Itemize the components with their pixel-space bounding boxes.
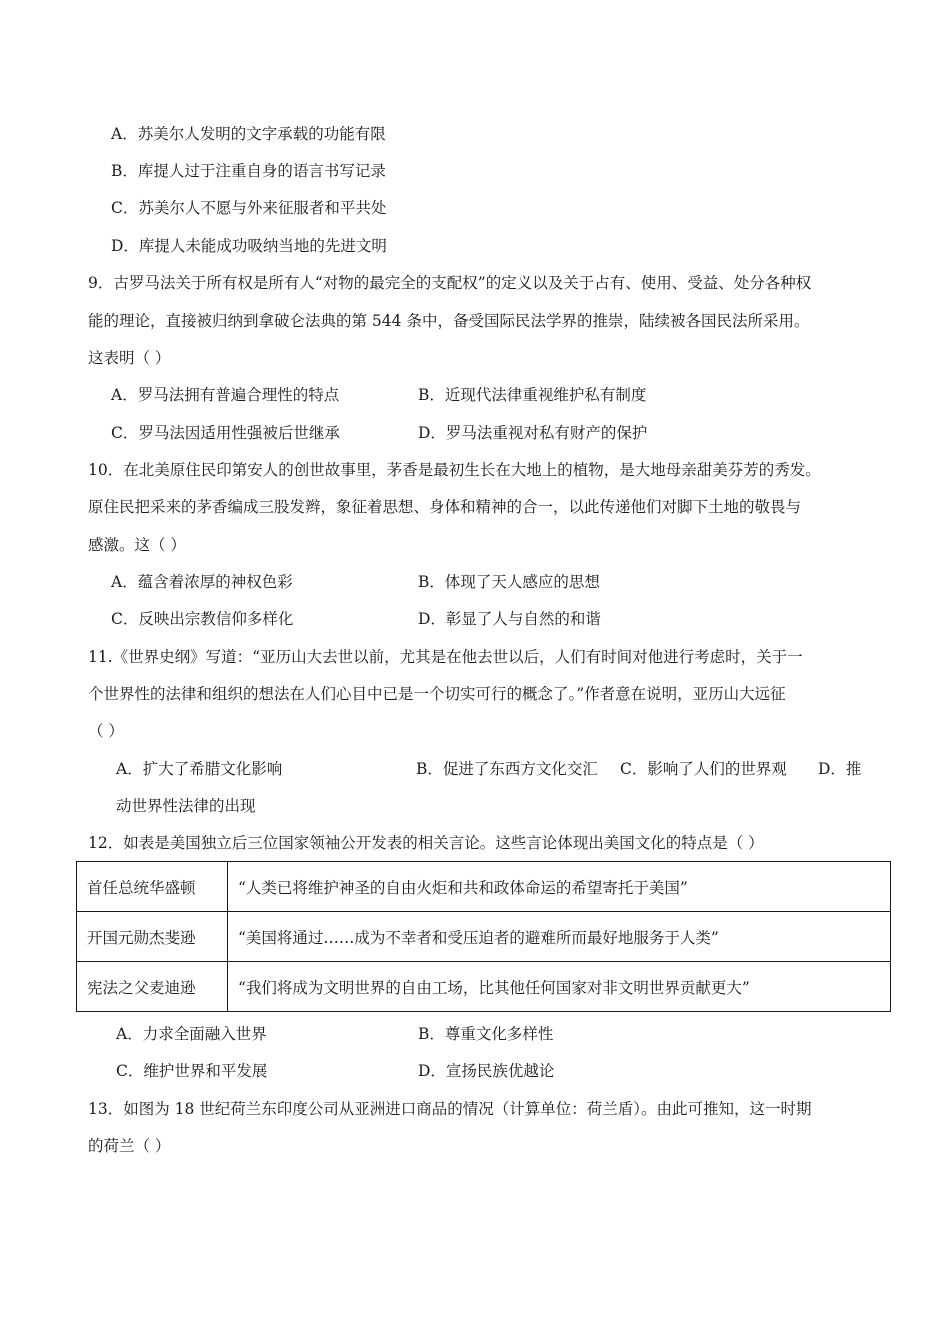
q8-option-c: C．苏美尔人不愿与外来征服者和平共处	[111, 199, 387, 217]
q9-option-a: A．罗马法拥有普遍合理性的特点	[111, 386, 340, 404]
q9-stem-line-1: 9．古罗马法关于所有权是所有人“对物的最完全的支配权”的定义以及关于占有、使用、受益、处分各种权	[88, 274, 812, 292]
q12-option-a: A．力求全面融入世界	[116, 1025, 267, 1043]
q11-option-a: A．扩大了希腊文化影响	[116, 760, 283, 778]
q8-option-b: B．库提人过于注重自身的语言书写记录	[111, 162, 386, 180]
q10-stem-line-1: 10．在北美原住民印第安人的创世故事里，茅香是最初生长在大地上的植物，是大地母亲甜美芬芳的秀发。	[88, 461, 821, 479]
q9-option-d: D．罗马法重视对私有财产的保护	[418, 424, 648, 442]
q11-option-d: D．推	[818, 760, 862, 778]
q12-quote-table	[76, 861, 891, 1012]
q12-stem: 12．如表是美国独立后三位国家领袖公开发表的相关言论。这些言论体现出美国文化的特点是（ ）	[88, 834, 764, 852]
table-row	[77, 912, 891, 962]
q9-option-c: C．罗马法因适用性强被后世继承	[111, 424, 340, 442]
q10-option-c: C．反映出宗教信仰多样化	[111, 610, 294, 628]
q9-stem-line-3: 这表明（ ）	[88, 349, 171, 367]
speaker-cell: 宪法之父麦迪逊	[77, 962, 228, 1012]
q10-option-d: D．彰显了人与自然的和谐	[418, 610, 601, 628]
speaker-cell: 开国元勋杰斐逊	[77, 912, 228, 962]
q13-stem-line-1: 13．如图为 18 世纪荷兰东印度公司从亚洲进口商品的情况（计算单位：荷兰盾）。由此可推知，这一时期	[88, 1100, 812, 1118]
quote-cell: “我们将成为文明世界的自由工场，比其他任何国家对非文明世界贡献更大”	[228, 962, 891, 1012]
q10-stem-line-3: 感激。这（ ）	[88, 536, 186, 554]
q11-stem-line-3: （ ）	[88, 722, 124, 740]
q13-stem-line-2: 的荷兰（ ）	[88, 1137, 171, 1155]
q8-option-d: D．库提人未能成功吸纳当地的先进文明	[111, 237, 387, 255]
q11-stem-line-1: 11.《世界史纲》写道：“亚历山大去世以前，尤其是在他去世以后，人们有时间对他进行考虑时，关于一	[88, 648, 803, 666]
q11-option-b: B．促进了东西方文化交汇	[416, 760, 598, 778]
speaker-cell: 首任总统华盛顿	[77, 862, 228, 912]
q10-option-b: B．体现了天人感应的思想	[418, 573, 600, 591]
q12-option-d: D．宣扬民族优越论	[418, 1062, 555, 1080]
q11-option-d-continued: 动世界性法律的出现	[116, 797, 256, 815]
q12-option-b: B．尊重文化多样性	[418, 1025, 554, 1043]
q11-option-c: C．影响了人们的世界观	[620, 760, 787, 778]
quote-cell: “美国将通过……成为不幸者和受压迫者的避难所而最好地服务于人类”	[228, 912, 891, 962]
table-row	[77, 862, 891, 912]
q10-option-a: A．蕴含着浓厚的神权色彩	[111, 573, 293, 591]
table-row	[77, 962, 891, 1012]
q8-option-a: A．苏美尔人发明的文字承载的功能有限	[111, 125, 386, 143]
quote-cell: “人类已将维护神圣的自由火炬和共和政体命运的希望寄托于美国”	[228, 862, 891, 912]
q9-option-b: B．近现代法律重视维护私有制度	[418, 386, 647, 404]
q9-stem-line-2: 能的理论，直接被归纳到拿破仑法典的第 544 条中，备受国际民法学界的推崇，陆续被各国民法所采用。	[88, 312, 810, 330]
q10-stem-line-2: 原住民把采来的茅香编成三股发辫，象征着思想、身体和精神的合一，以此传递他们对脚下土地的敬畏与	[88, 498, 802, 516]
q12-option-c: C．维护世界和平发展	[116, 1062, 268, 1080]
q11-stem-line-2: 个世界性的法律和组织的想法在人们心目中已是一个切实可行的概念了。”作者意在说明，亚历山大远征	[88, 685, 786, 703]
